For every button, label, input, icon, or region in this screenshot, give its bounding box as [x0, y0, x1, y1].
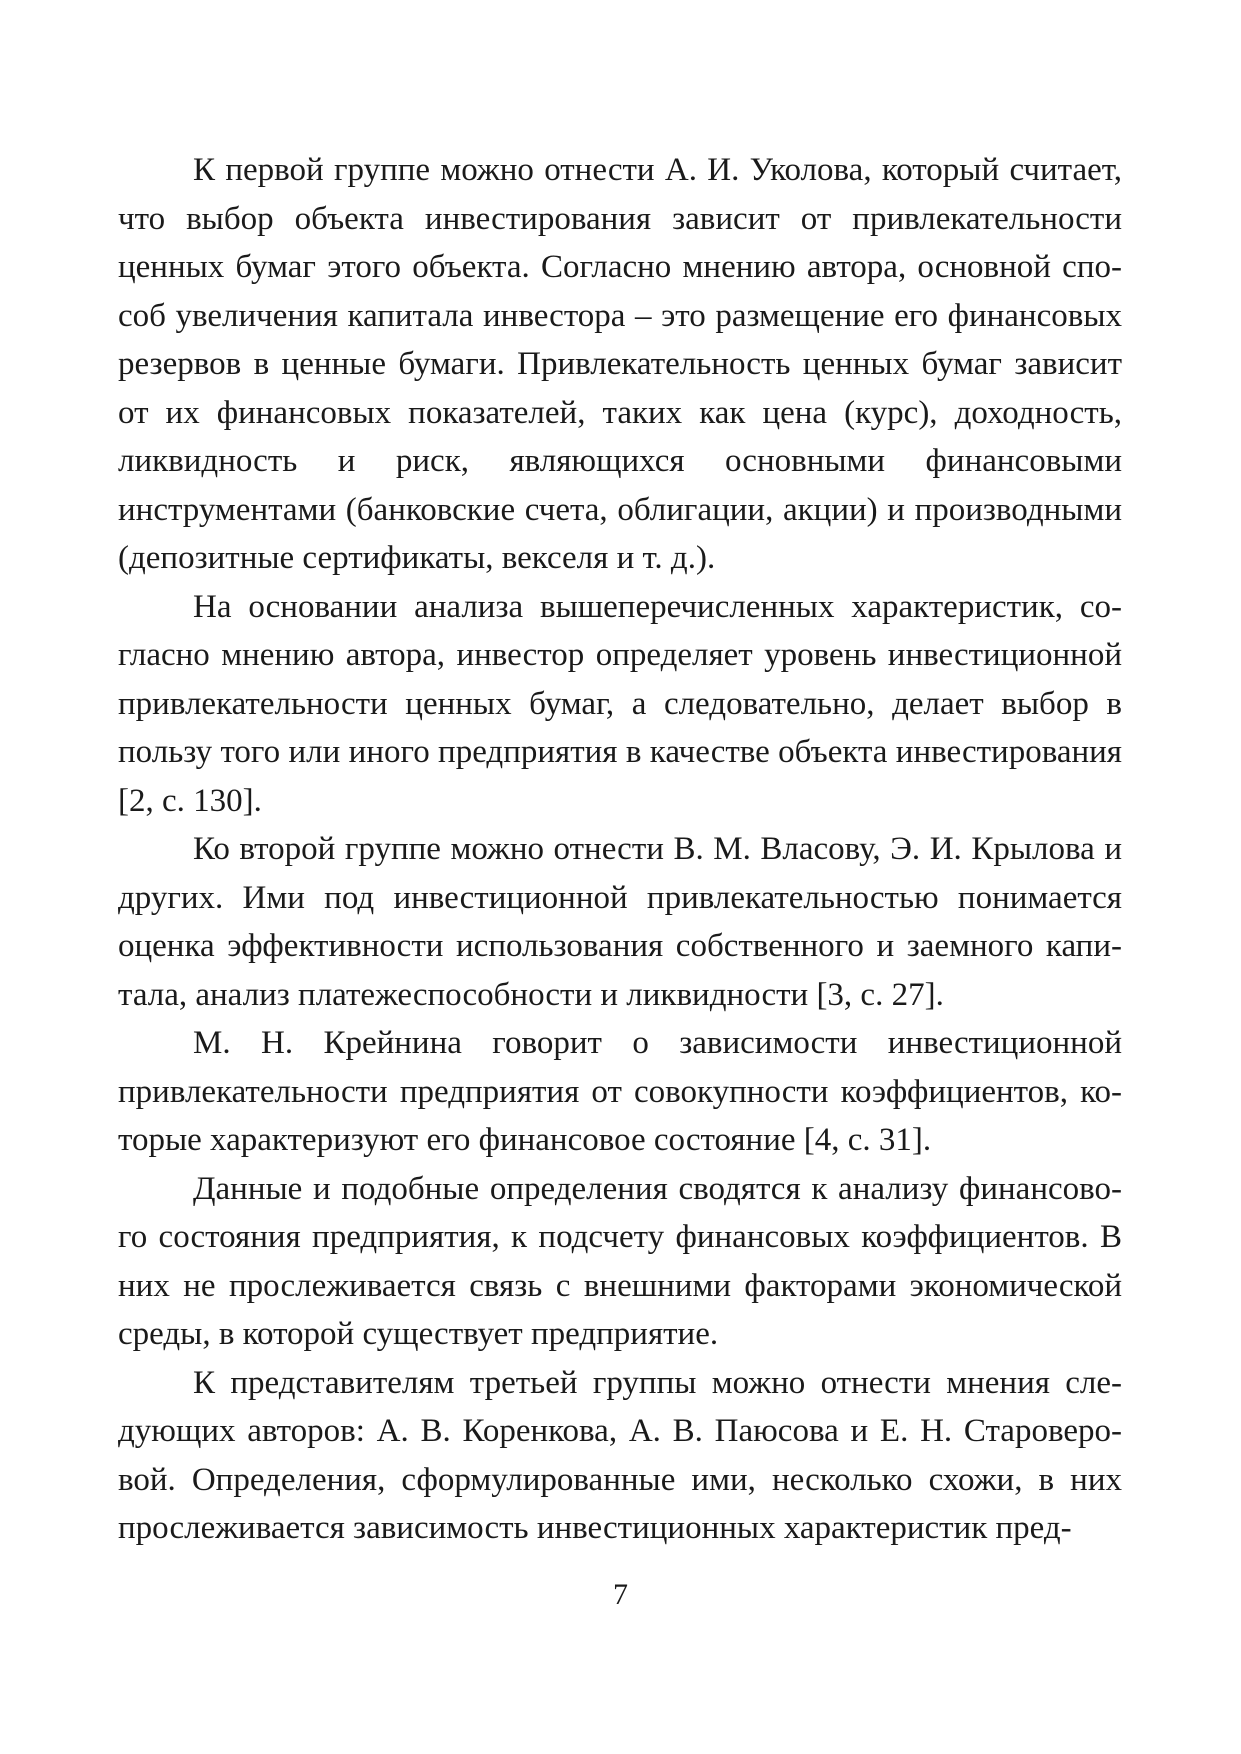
- body-text: [118, 146, 1122, 1553]
- paragraph-first-group: К первой группе можно отнести А. И. Уколова, который считает, что выбор объекта инвестирования зависит от привлекательности ценных бумаг этого объекта. Согласно мнению автора, основной способ увеличения капитала инвестора – это размещение его финансовых резервов в ценные бумаги. Привлекательность ценных бумаг зависит от их финансовых показателей, таких как цена (курс), доходность, ликвидность и риск, являющихся основными финансовыми инструментами (банковские счета, облигации, акции) и производными (депозитные сертификаты, векселя и т. д.).: [118, 152, 1122, 576]
- page-number: 7: [613, 1578, 628, 1611]
- paragraph-analysis: На основании анализа вышеперечисленных характеристик, согласно мнению автора, инвестор определяет уровень инвестиционной привлекательности ценных бумаг, а следовательно, делает выбор в пользу того или иного предприятия в качестве объекта инвестирования [2, с. 130].: [118, 588, 1122, 819]
- paragraph-third-group: К представителям третьей группы можно отнести мнения следующих авторов: А. В. Коренкова, А. В. Паюсова и Е. Н. Староверовой. Определения, сформулированные ими, несколько схожи, в них прослеживается зависимость инвестиционных характеристик пред-: [118, 1364, 1122, 1546]
- paragraph-second-group: Ко второй группе можно отнести В. М. Власову, Э. И. Крылова и других. Ими под инвестиционной привлекательностью понимается оценка эффективности использования собственного и заемного капитала, анализ платежеспособности и ликвидности [3, с. 27].: [118, 831, 1122, 1013]
- paragraph-kreinina: М. Н. Крейнина говорит о зависимости инвестиционной привлекательности предприятия от совокупности коэффициентов, которые характеризуют его финансовое состояние [4, с. 31].: [118, 1025, 1122, 1158]
- paragraph-definitions: Данные и подобные определения сводятся к анализу финансового состояния предприятия, к подсчету финансовых коэффициентов. В них не прослеживается связь с внешними факторами экономической среды, в которой существует предприятие.: [118, 1170, 1122, 1352]
